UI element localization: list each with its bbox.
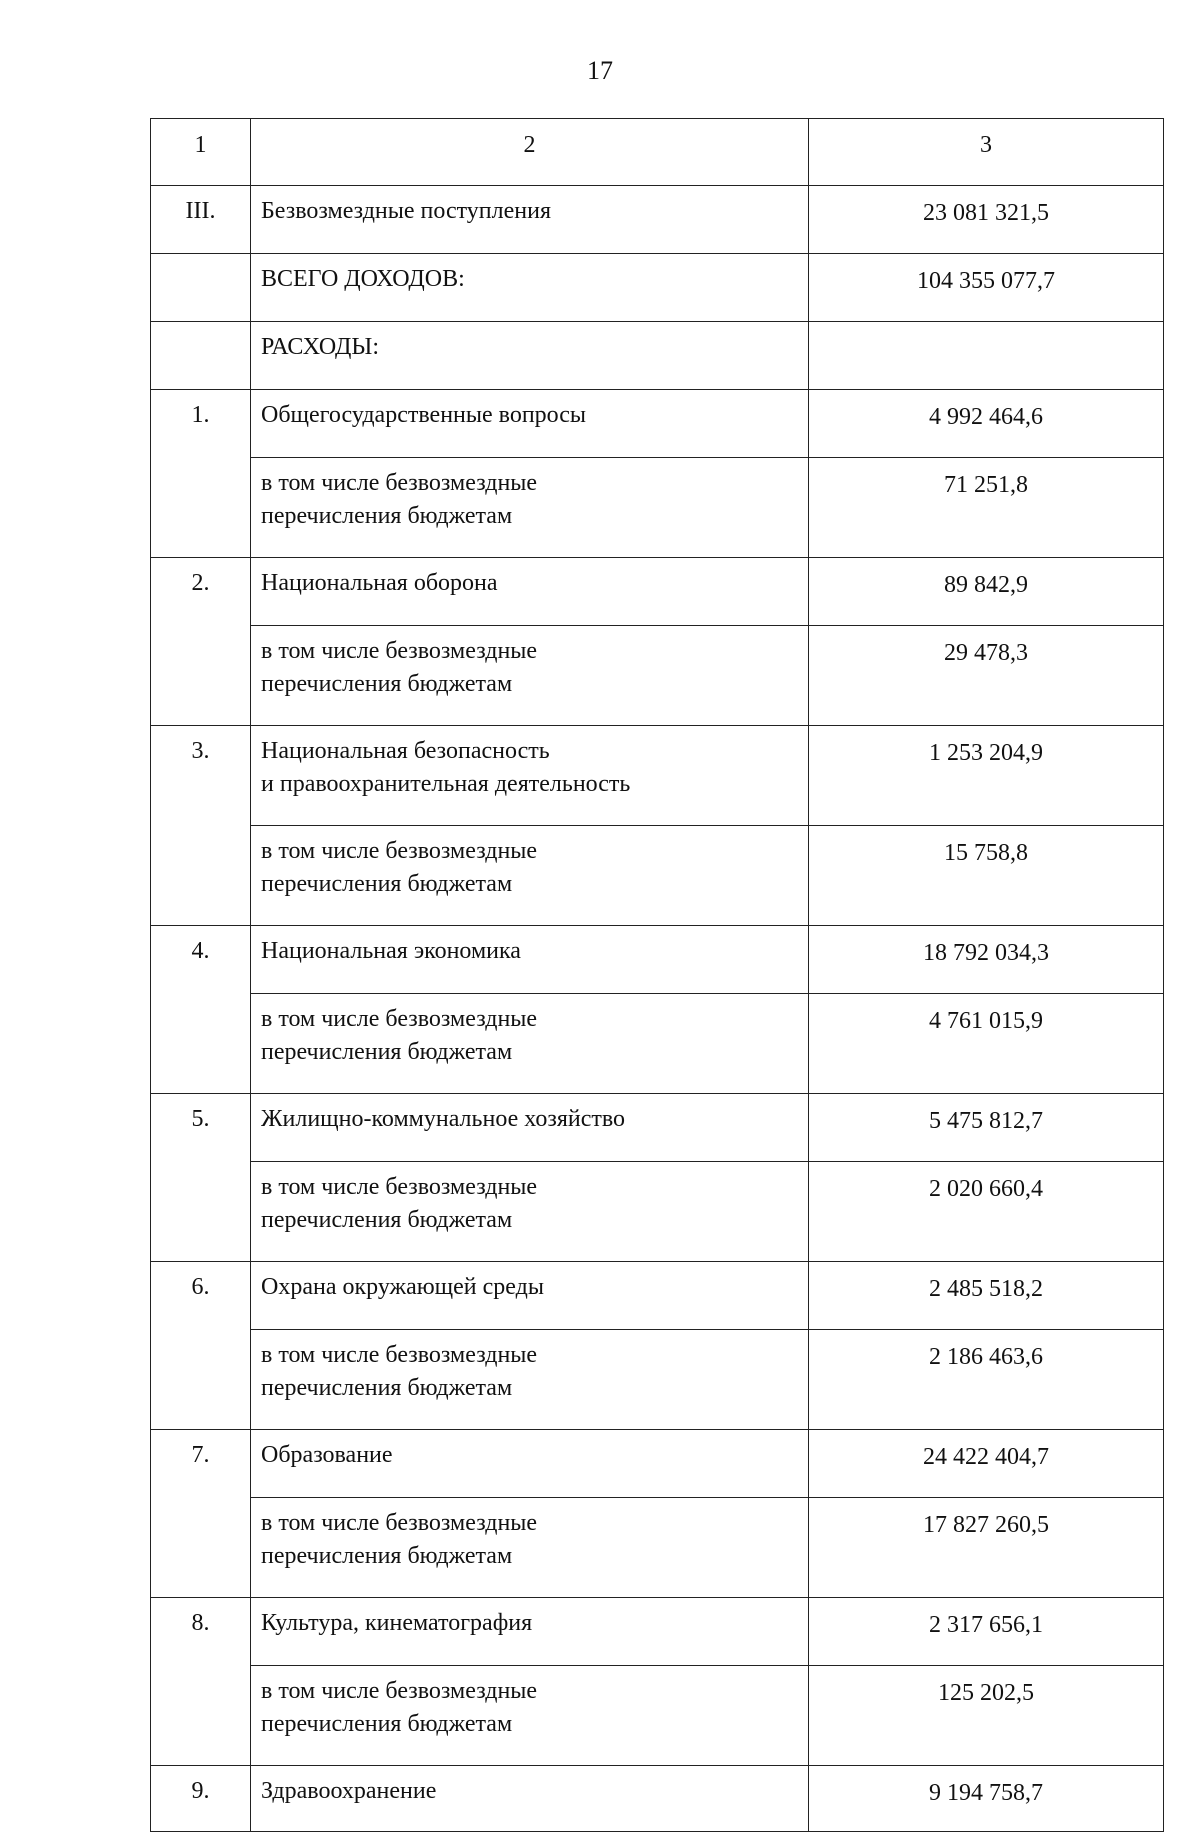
row-name: ВСЕГО ДОХОДОВ: — [251, 254, 809, 322]
section-row — [151, 1598, 1164, 1666]
subsection-value: 125 202,5 — [809, 1666, 1164, 1766]
section-number: 9. — [151, 1766, 251, 1832]
subsection-name: в том числе безвозмездные перечисления бюджетам — [251, 458, 809, 558]
section-number: 8. — [151, 1598, 251, 1766]
subsection-name: в том числе безвозмездные перечисления бюджетам — [251, 1162, 809, 1262]
section-row — [151, 726, 1164, 826]
subsection-name: в том числе безвозмездные перечисления бюджетам — [251, 1330, 809, 1430]
section-row — [151, 1430, 1164, 1498]
subsection-row — [151, 1498, 1164, 1598]
section-name: Национальная экономика — [251, 926, 809, 994]
subsection-row — [151, 1162, 1164, 1262]
subsection-row — [151, 826, 1164, 926]
section-value: 89 842,9 — [809, 558, 1164, 626]
section-value: 18 792 034,3 — [809, 926, 1164, 994]
row-name: Безвозмездные поступления — [251, 186, 809, 254]
subsection-value: 17 827 260,5 — [809, 1498, 1164, 1598]
section-value: 2 317 656,1 — [809, 1598, 1164, 1666]
row-value: 23 081 321,5 — [809, 186, 1164, 254]
subsection-name: в том числе безвозмездные перечисления бюджетам — [251, 1498, 809, 1598]
section-value: 5 475 812,7 — [809, 1094, 1164, 1162]
section-name: Общегосударственные вопросы — [251, 390, 809, 458]
section-number: 2. — [151, 558, 251, 726]
section-number: 6. — [151, 1262, 251, 1430]
subsection-value: 2 186 463,6 — [809, 1330, 1164, 1430]
subsection-value: 15 758,8 — [809, 826, 1164, 926]
row-number — [151, 322, 251, 390]
column-header-3: 3 — [809, 119, 1164, 186]
subsection-row — [151, 458, 1164, 558]
section-value: 1 253 204,9 — [809, 726, 1164, 826]
row-number: III. — [151, 186, 251, 254]
subsection-value: 29 478,3 — [809, 626, 1164, 726]
subsection-name: в том числе безвозмездные перечисления бюджетам — [251, 1666, 809, 1766]
page-number: 17 — [587, 56, 613, 85]
table-header-row — [151, 119, 1164, 186]
subsection-row — [151, 1330, 1164, 1430]
row-number — [151, 254, 251, 322]
section-value: 9 194 758,7 — [809, 1766, 1164, 1832]
section-name: Национальная оборона — [251, 558, 809, 626]
section-name: Жилищно-коммунальное хозяйство — [251, 1094, 809, 1162]
table-row — [151, 186, 1164, 254]
row-name: РАСХОДЫ: — [251, 322, 809, 390]
section-value: 4 992 464,6 — [809, 390, 1164, 458]
budget-table — [150, 118, 1164, 1832]
section-row — [151, 926, 1164, 994]
subsection-row — [151, 626, 1164, 726]
subsection-value: 2 020 660,4 — [809, 1162, 1164, 1262]
section-row — [151, 1766, 1164, 1832]
section-name: Образование — [251, 1430, 809, 1498]
section-value: 24 422 404,7 — [809, 1430, 1164, 1498]
section-number: 3. — [151, 726, 251, 926]
subsection-name: в том числе безвозмездные перечисления бюджетам — [251, 994, 809, 1094]
section-row — [151, 390, 1164, 458]
subsection-name: в том числе безвозмездные перечисления бюджетам — [251, 626, 809, 726]
section-value: 2 485 518,2 — [809, 1262, 1164, 1330]
section-name: Культура, кинематография — [251, 1598, 809, 1666]
column-header-1: 1 — [151, 119, 251, 186]
table-row — [151, 322, 1164, 390]
subsection-row — [151, 994, 1164, 1094]
section-number: 4. — [151, 926, 251, 1094]
subsection-value: 71 251,8 — [809, 458, 1164, 558]
section-name: Охрана окружающей среды — [251, 1262, 809, 1330]
section-number: 5. — [151, 1094, 251, 1262]
section-number: 7. — [151, 1430, 251, 1598]
section-name: Здравоохранение — [251, 1766, 809, 1832]
subsection-name: в том числе безвозмездные перечисления бюджетам — [251, 826, 809, 926]
subsection-value: 4 761 015,9 — [809, 994, 1164, 1094]
section-number: 1. — [151, 390, 251, 558]
subsection-row — [151, 1666, 1164, 1766]
section-row — [151, 1262, 1164, 1330]
section-name: Национальная безопасность и правоохранительная деятельность — [251, 726, 809, 826]
section-row — [151, 1094, 1164, 1162]
column-header-2: 2 — [251, 119, 809, 186]
section-row — [151, 558, 1164, 626]
table-row — [151, 254, 1164, 322]
row-value: 104 355 077,7 — [809, 254, 1164, 322]
row-value — [809, 322, 1164, 390]
